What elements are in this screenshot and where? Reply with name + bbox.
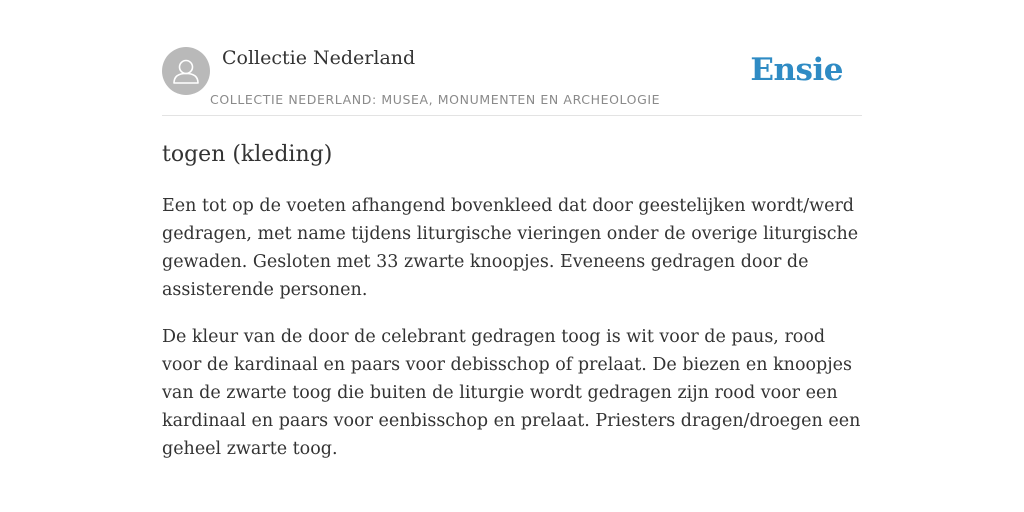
article-paragraph: De kleur van de door de celebrant gedragen toog is wit voor de paus, rood voor de kardinaal en paars voor debisschop of prelaat. De biezen en knoopjes van de zwarte toog die buiten de liturgie wordt gedragen zijn rood voor een kardinaal en paars voor eenbisschop en prelaat. Priesters dragen/droegen een geheel zwarte toog. xyxy=(162,327,861,459)
avatar[interactable] xyxy=(162,47,210,95)
page-title: togen (kleding) xyxy=(162,142,333,167)
user-icon xyxy=(162,47,210,95)
article xyxy=(162,140,864,482)
author-name[interactable]: Collectie Nederland xyxy=(222,47,416,69)
author-description: COLLECTIE NEDERLAND: MUSEA, MONUMENTEN EN ARCHEOLOGIE xyxy=(210,92,661,107)
header xyxy=(162,46,862,116)
brand-logo[interactable]: Ensie xyxy=(750,52,843,88)
article-paragraph: Een tot op de voeten afhangend bovenkleed dat door geestelijken wordt/werd gedragen, met name tijdens liturgische vieringen onder de overige liturgische gewaden. Gesloten met 33 zwarte knoopjes. Eveneens gedragen door de assisterende personen. xyxy=(162,196,859,300)
